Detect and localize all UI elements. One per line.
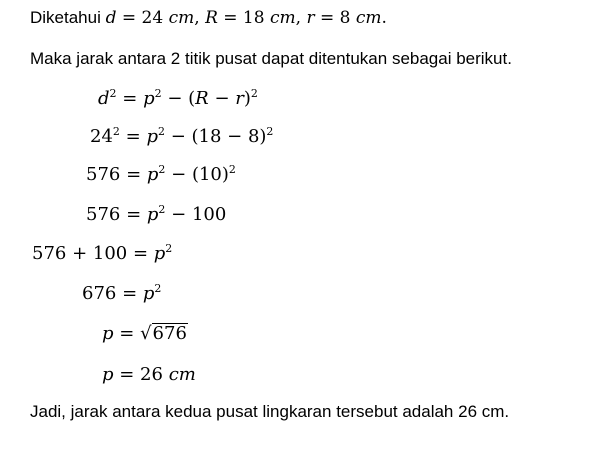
- equation-step-8: p = 26 cm: [102, 364, 196, 385]
- equation-step-7: p = √676: [102, 323, 187, 344]
- equation-step-3: $576 = p^2 - (10)^2$: [86, 163, 236, 185]
- given-values-line: Diketahui d = 24 cm, R = 18 cm, r = 8 cm.: [30, 8, 387, 28]
- square-root: [140, 323, 188, 344]
- var-R: R: [205, 8, 218, 28]
- equation-step-5: $576 + 100 = p^2$: [32, 242, 173, 264]
- var-d: d: [105, 8, 117, 28]
- equation-step-1: $d^2 = p^2 - (R - r)^2$: [98, 87, 258, 109]
- radical-sign: √: [140, 323, 152, 344]
- var-r: r: [306, 8, 315, 28]
- equation-step-2: $24^2 = p^2 - (18 - 8)^2$: [90, 125, 274, 147]
- statement-line: Maka jarak antara 2 titik pusat dapat ditentukan sebagai berikut.: [30, 49, 512, 68]
- radicand: 676: [152, 323, 187, 344]
- equation-step-4: $576 = p^2 - 100$: [86, 203, 227, 225]
- equation-step-6: $676 = p^2$: [82, 282, 162, 304]
- conclusion-line: Jadi, jarak antara kedua pusat lingkaran tersebut adalah 26 cm.: [30, 402, 510, 421]
